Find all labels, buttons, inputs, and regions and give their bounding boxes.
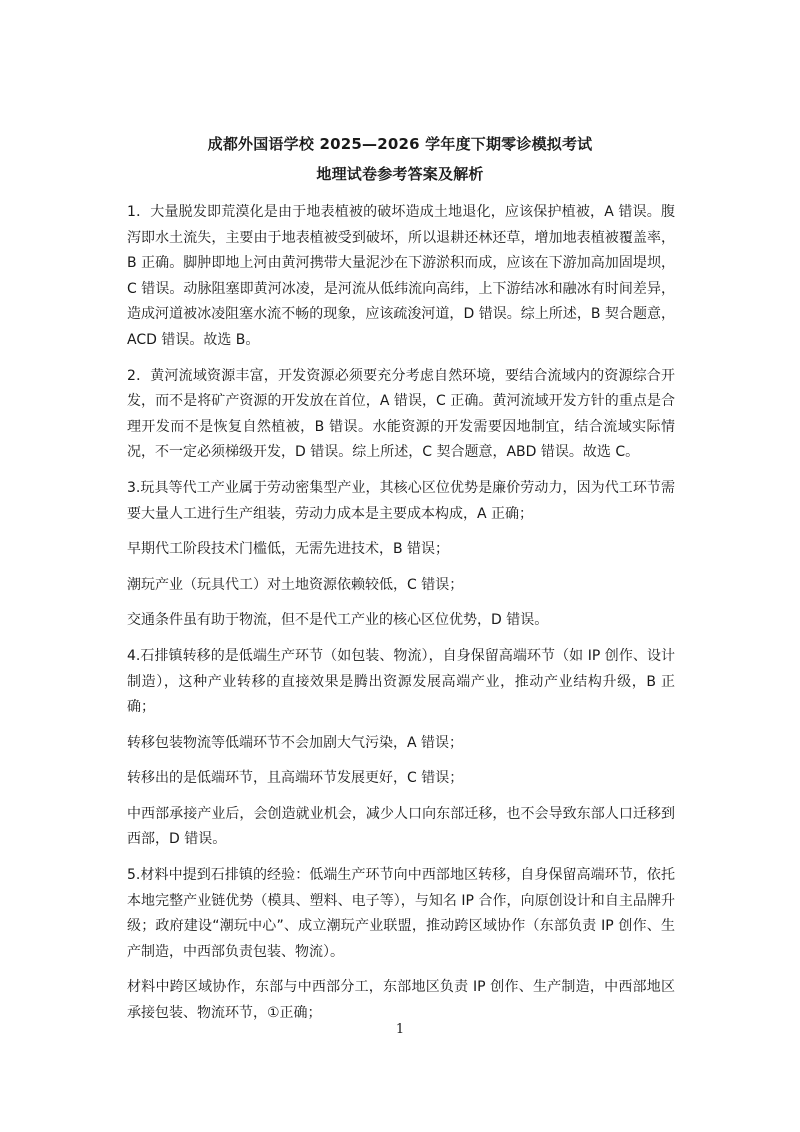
answer-body	[127, 200, 675, 1037]
answer-paragraph: 5.材料中提到石排镇的经验：低端生产环节向中西部地区转移，自身保留高端环节，依托本地完整产业链优势（模具、塑料、电子等），与知名 IP 合作，向原创设计和自主品牌升级；政府建设“潮玩中心”、成立潮玩产业联盟，推动跨区域协作（东部负责 IP 创作、生产制造，中西部负责包装、物流）。	[127, 867, 675, 960]
page-number: 1	[395, 1022, 405, 1037]
document-title: 成都外国语学校 2025—2026 学年度下期零诊模拟考试	[207, 135, 593, 153]
answer-paragraph: 转移出的是低端环节，且高端环节发展更好，C 错误；	[127, 770, 464, 787]
answer-paragraph: 1．大量脱发即荒漠化是由于地表植被的破坏造成土地退化，应该保护植被，A 错误。腹泻即水土流失，主要由于地表植被受到破坏，所以退耕还林还草，增加地表植被覆盖率，B 正确。脚肿即地上河由黄河携带大量泥沙在下游淤积而成，应该在下游加高加固堤坝，C 错误。动脉阻塞即黄河冰凌，是河流从低纬流向高纬，上下游结冰和融冰有时间差异，造成河道被冰凌阻塞水流不畅的现象，应该疏浚河道，D 错误。综上所述，B 契合题意，ACD 错误。故选 B。	[127, 204, 675, 348]
answer-paragraph: 材料中跨区域协作，东部与中西部分工，东部地区负责 IP 创作、生产制造，中西部地区承接包装、物流环节，①正确；	[127, 979, 675, 1022]
answer-paragraph: 早期代工阶段技术门槛低，无需先进技术，B 错误；	[127, 541, 450, 558]
answer-paragraph: 3.玩具等代工产业属于劳动密集型产业，其核心区位优势是廉价劳动力，因为代工环节需要大量人工进行生产组装，劳动力成本是主要成本构成，A 正确；	[127, 479, 675, 522]
answer-paragraph: 2．黄河流域资源丰富，开发资源必须要充分考虑自然环境，要结合流域内的资源综合开发，而不是将矿产资源的开发放在首位，A 错误，C 正确。黄河流域开发方针的重点是合理开发而不是恢复自然植被，B 错误。水能资源的开发需要因地制宜，结合流域实际情况，不一定必须梯级开发，D 错误。综上所述，C 契合题意，ABD 错误。故选 C。	[127, 367, 675, 461]
document-subtitle: 地理试卷参考答案及解析	[316, 165, 484, 183]
answer-paragraph: 转移包装物流等低端环节不会加剧大气污染，A 错误；	[127, 734, 464, 751]
answer-paragraph: 交通条件虽有助于物流，但不是代工产业的核心区位优势，D 错误。	[127, 612, 549, 629]
answer-paragraph: 4.石排镇转移的是低端生产环节（如包装、物流），自身保留高端环节（如 IP 创作、设计制造），这种产业转移的直接效果是腾出资源发展高端产业，推动产业结构升级，B 正确；	[127, 647, 675, 716]
answer-paragraph: 中西部承接产业后，会创造就业机会，减少人口向东部迁移，也不会导致东部人口迁移到西部，D 错误。	[127, 805, 675, 848]
answer-paragraph: 潮玩产业（玩具代工）对土地资源依赖较低，C 错误；	[127, 576, 464, 593]
